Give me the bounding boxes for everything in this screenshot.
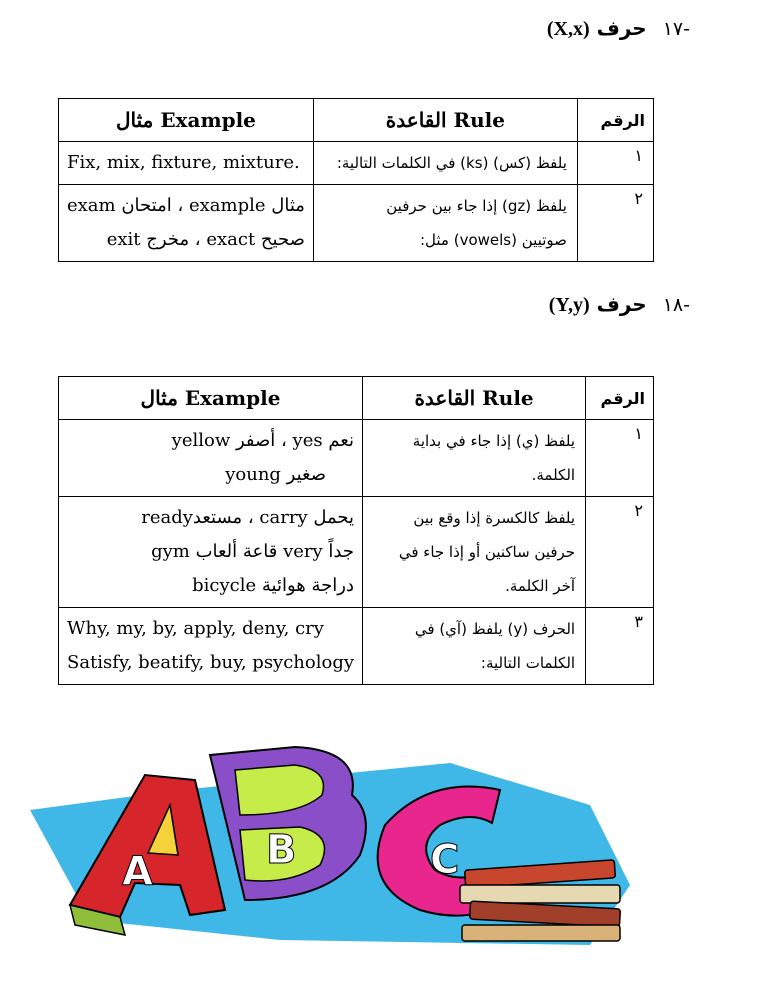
rule-line: حرفين ساكنين أو إذا جاء في [398, 543, 576, 561]
rule-line: الكلمة. [531, 466, 576, 484]
header-example: Example مثال [59, 377, 363, 420]
header-rule: Rule القاعدة [363, 377, 586, 420]
example-line: دراجة هوائية bicycle [192, 575, 355, 596]
row-number: ١ [586, 420, 654, 497]
row-number: ٢ [577, 185, 653, 262]
rule-line: الحرف (y) يلفظ (آي) في [414, 620, 576, 638]
example-line: Why, my, by, apply, deny, cry [67, 618, 324, 639]
rule-line: آخر الكلمة. [505, 577, 576, 595]
rule-line: يلفظ (gz) إذا جاء بين حرفين [386, 197, 567, 215]
row-example [59, 420, 363, 497]
example-line: Satisfy, beatify, buy, psychology [67, 652, 355, 673]
table-row [59, 608, 654, 685]
header-rule: Rule القاعدة [313, 99, 577, 142]
row-example [59, 142, 314, 185]
section-title [547, 16, 647, 41]
letter-a: A [122, 849, 153, 895]
example-line: Fix, mix, fixture, mixture. [67, 152, 300, 173]
example-line: مثال example ، امتحان exam [67, 195, 305, 216]
row-example [59, 185, 314, 262]
row-rule [363, 608, 586, 685]
rule-line: الكلمات التالية: [480, 654, 576, 672]
example-line: جداً very قاعة ألعاب gym [151, 541, 355, 562]
section-number: -١٨ [662, 293, 690, 316]
example-line: صغير young [225, 464, 327, 485]
rules-table-y [58, 376, 654, 685]
header-number: الرقم [577, 99, 653, 142]
section-title-latin: (X,x) [546, 18, 590, 40]
section-title [549, 292, 647, 317]
table-row [59, 497, 654, 608]
row-rule [363, 420, 586, 497]
rules-table-x [58, 98, 654, 262]
row-rule [313, 142, 577, 185]
section-title-arabic: حرف [596, 16, 647, 40]
section-title-arabic: حرف [596, 292, 647, 316]
row-rule [363, 497, 586, 608]
header-example: Example مثال [59, 99, 314, 142]
section-17-heading [547, 16, 690, 41]
table-header-row [59, 377, 654, 420]
book-stack-shape [460, 860, 620, 941]
row-number: ١ [577, 142, 653, 185]
section-number: -١٧ [662, 17, 690, 40]
rule-line: يلفظ (كس) (ks) في الكلمات التالية: [336, 154, 567, 172]
example-line: يحمل carry ، مستعدready [141, 507, 355, 528]
rule-line: صوتيين (vowels) مثل: [419, 231, 567, 249]
rule-line: يلفظ كالكسرة إذا وقع بين [413, 509, 576, 527]
header-number: الرقم [586, 377, 654, 420]
section-title-latin: (Y,y) [548, 294, 590, 316]
row-example [59, 608, 363, 685]
row-number: ٢ [586, 497, 654, 608]
table-header-row [59, 99, 654, 142]
letter-c: C [430, 837, 460, 883]
table-row [59, 142, 654, 185]
example-line: صحيح exact ، مخرج exit [106, 229, 305, 250]
row-rule [313, 185, 577, 262]
letter-b: B [266, 827, 297, 873]
row-number: ٣ [586, 608, 654, 685]
table-row [59, 185, 654, 262]
abc-books-clipart-icon [30, 735, 650, 950]
table-row [59, 420, 654, 497]
row-example [59, 497, 363, 608]
example-line: نعم yes ، أصفر yellow [171, 430, 355, 451]
section-18-heading [549, 292, 690, 317]
rule-line: يلفظ (ي) إذا جاء في بداية [412, 432, 576, 450]
